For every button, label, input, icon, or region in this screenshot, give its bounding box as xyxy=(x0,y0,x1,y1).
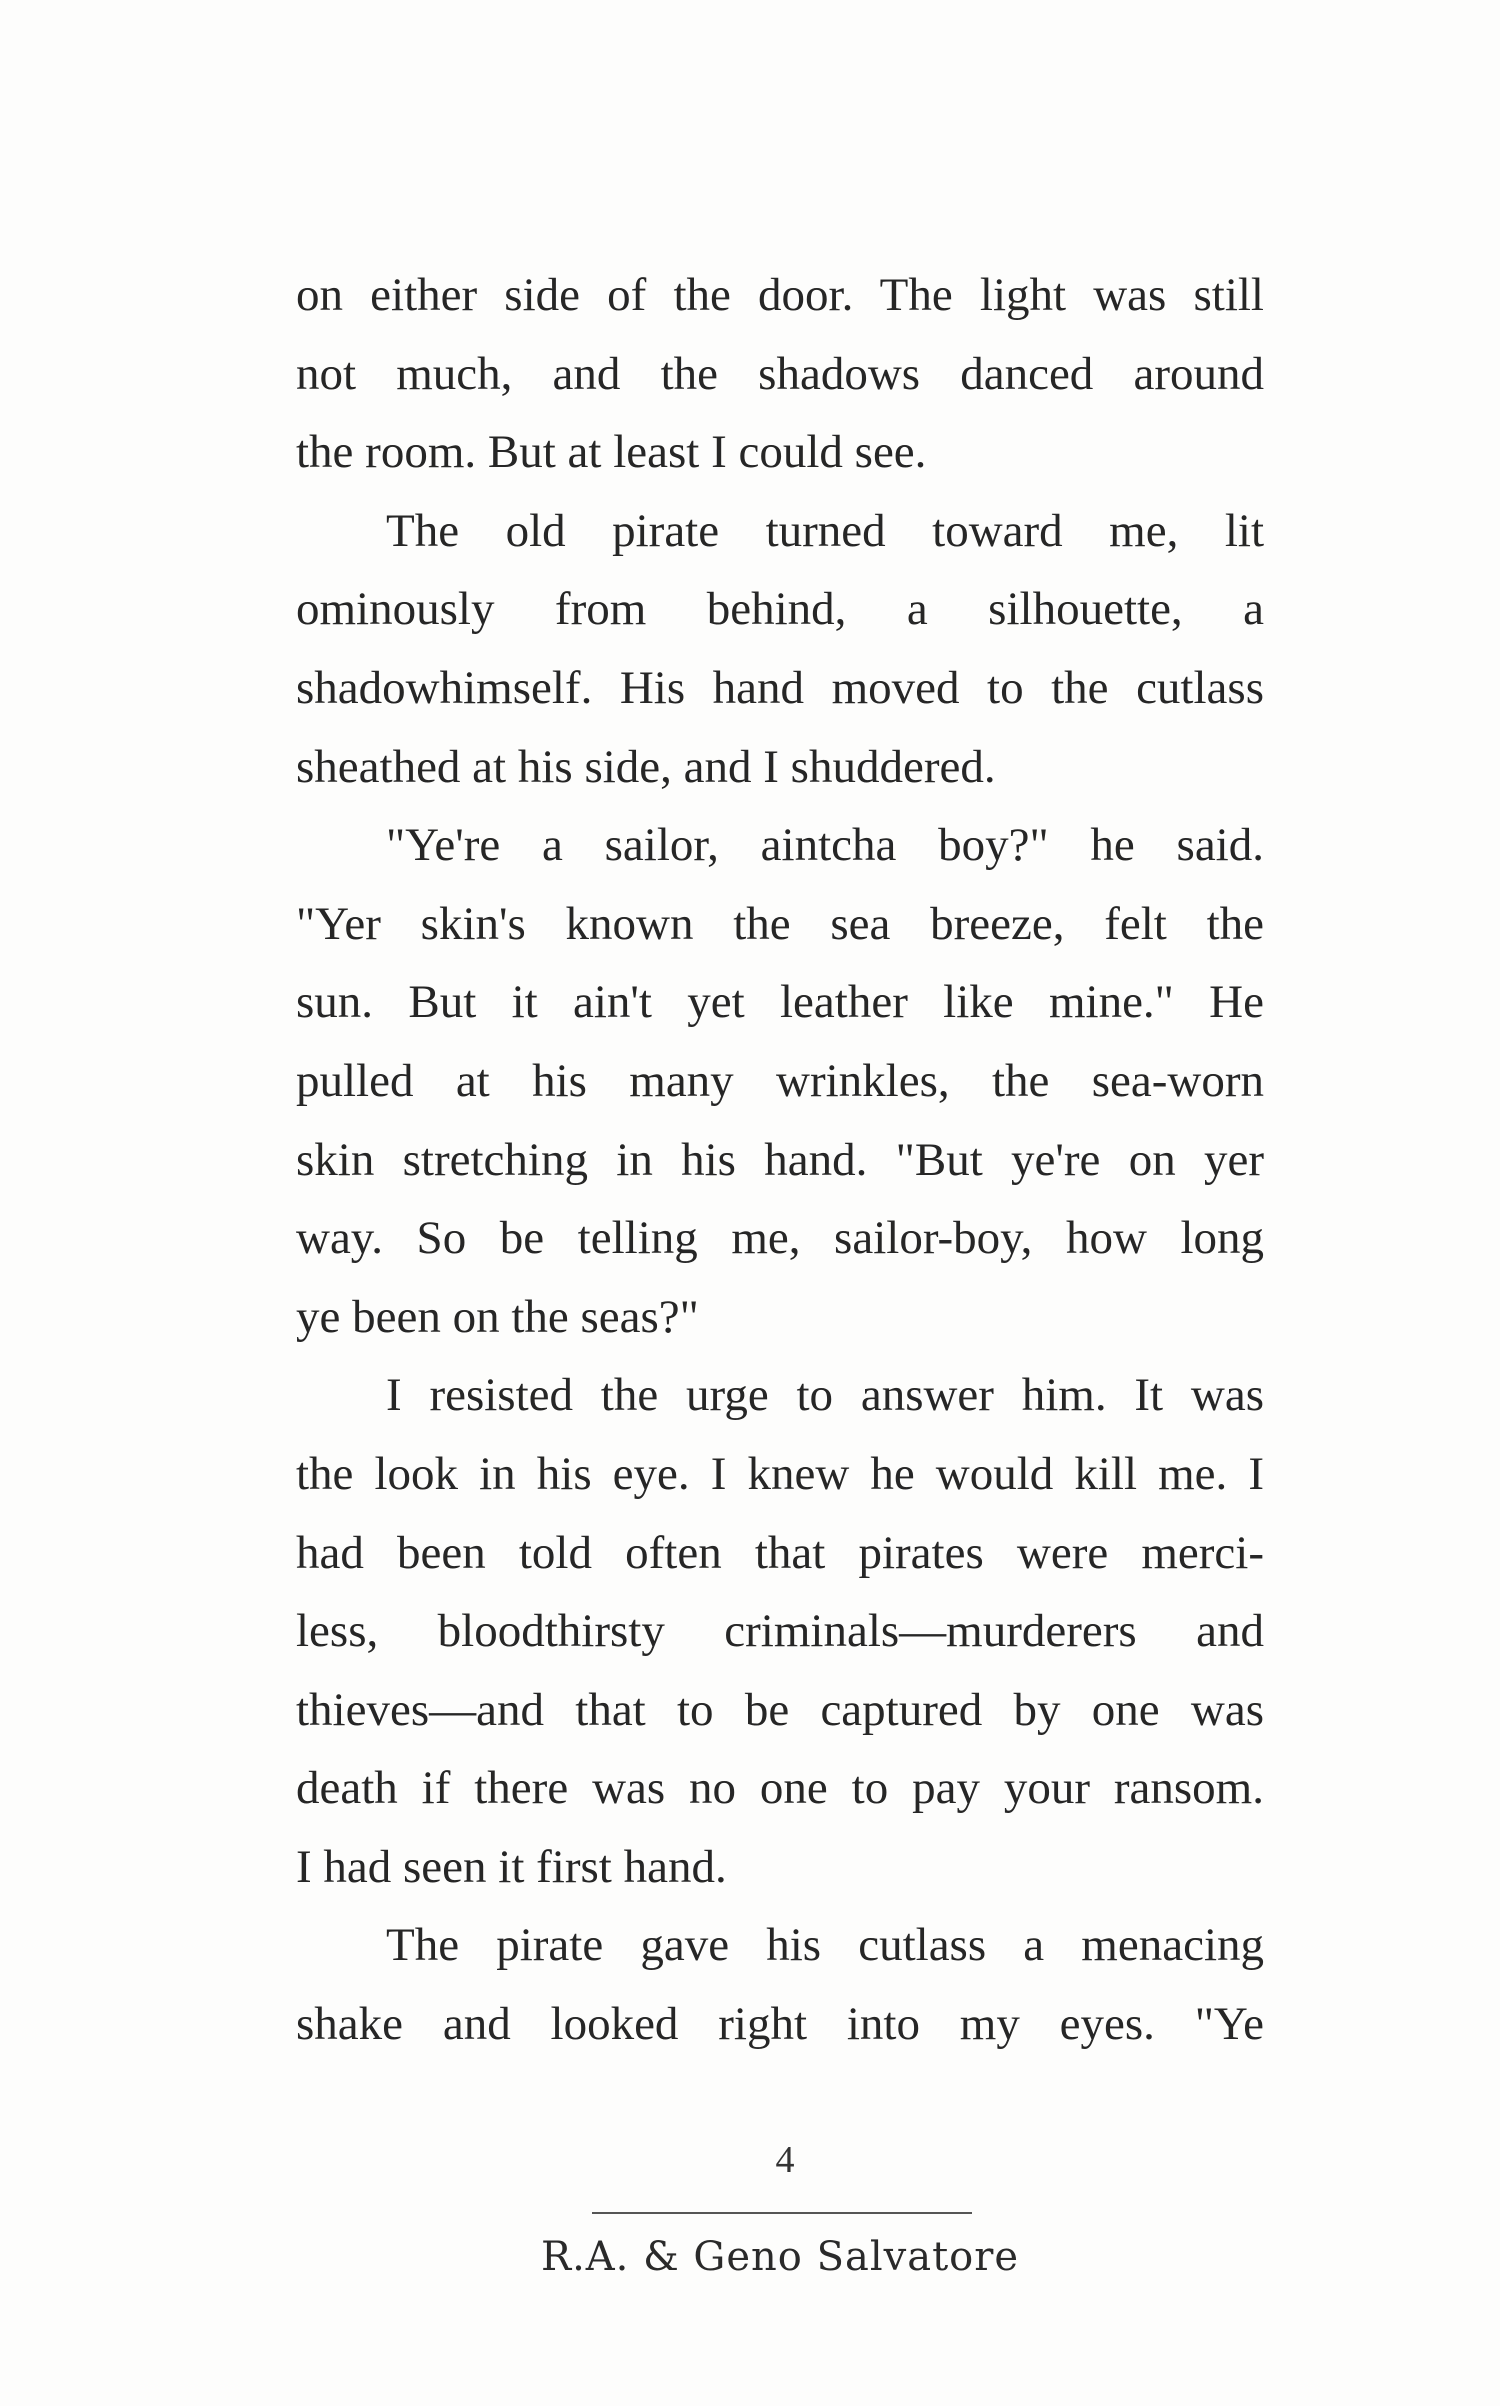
text-line: "Ye're a sailor, aintcha boy?" he said. xyxy=(386,819,1264,872)
text-line: less, bloodthirsty criminals—murderers and xyxy=(296,1605,1264,1658)
text-line: I resisted the urge to answer him. It was xyxy=(386,1369,1264,1422)
body-text xyxy=(296,256,1264,2064)
text-line: the look in his eye. I knew he would kill me. I xyxy=(296,1447,1264,1500)
text-line: not much, and the shadows danced around xyxy=(296,347,1264,400)
text-line: the room. But at least I could see. xyxy=(296,426,927,479)
text-line: sheathed at his side, and I shuddered. xyxy=(296,740,996,793)
text-line: death if there was no one to pay your ransom. xyxy=(296,1762,1264,1815)
text-line: ominously from behind, a silhouette, a xyxy=(296,583,1264,636)
text-line: I had seen it first hand. xyxy=(296,1840,727,1893)
text-line: ye been on the seas?" xyxy=(296,1290,699,1343)
text-line: shake and looked right into my eyes. "Ye xyxy=(296,1998,1264,2051)
text-line: pulled at his many wrinkles, the sea-worn xyxy=(296,1054,1264,1107)
text-line: way. So be telling me, sailor-boy, how long xyxy=(296,1212,1264,1265)
text-line: sun. But it ain't yet leather like mine." He xyxy=(296,976,1264,1029)
text-line: shadowhimself. His hand moved to the cutlass xyxy=(296,661,1264,714)
text-line: had been told often that pirates were merci- xyxy=(296,1526,1264,1579)
page-number: 4 xyxy=(775,2139,795,2181)
footer-divider xyxy=(592,2212,972,2214)
text-line: The pirate gave his cutlass a menacing xyxy=(386,1919,1264,1972)
text-line: thieves—and that to be captured by one was xyxy=(296,1683,1264,1736)
text-line: skin stretching in his hand. "But ye're on yer xyxy=(296,1133,1264,1186)
text-line: The old pirate turned toward me, lit xyxy=(386,504,1264,557)
text-line: on either side of the door. The light was still xyxy=(296,269,1264,321)
footer-author: R.A. & Geno Salvatore xyxy=(540,2234,1020,2280)
text-line: "Yer skin's known the sea breeze, felt the xyxy=(296,897,1264,950)
